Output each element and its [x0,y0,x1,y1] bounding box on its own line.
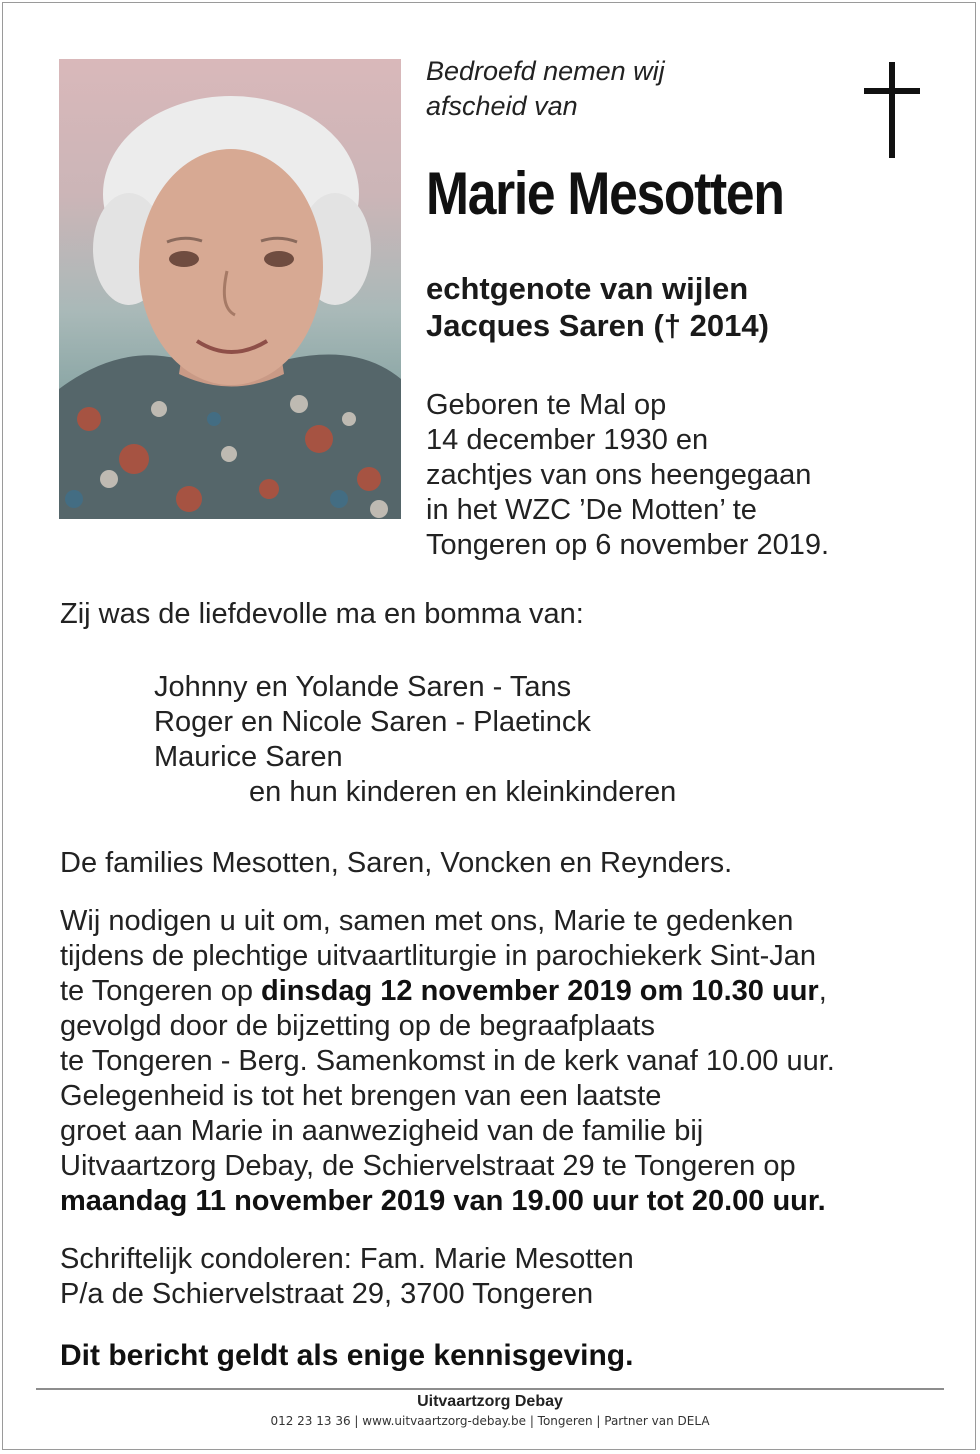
birth-line: Geboren te Mal op [426,389,667,421]
ceremony-line: gevolgd door de bijzetting op de begraafplaats [60,1010,655,1042]
spouse-info [426,270,769,344]
birth-line: Tongeren op 6 november 2019. [426,529,830,561]
family-lead: Zij was de liefdevolle ma en bomma van: [60,598,584,630]
birth-line: zachtjes van ons heengegaan [426,459,812,491]
portrait-photo [59,59,401,519]
birth-line: 14 december 1930 en [426,424,709,456]
ceremony-text [60,904,835,1219]
condolence-address [60,1242,634,1312]
families-line: De families Mesotten, Saren, Voncken en Reynders. [60,847,733,879]
ceremony-text-part: te Tongeren op [60,975,262,1007]
footer-divider [36,1388,944,1390]
ceremony-text-part: , [818,975,827,1007]
deceased-name: Marie Mesotten [426,160,784,227]
notice-text: Dit bericht geldt als enige kennisgeving. [60,1339,634,1372]
grandchildren-line: en hun kinderen en kleinkinderen [249,776,677,808]
list-item: Maurice Saren [154,741,343,773]
ceremony-line: Uitvaartzorg Debay, de Schiervelstraat 29 te Tongeren op [60,1150,796,1182]
condolence-line: Schriftelijk condoleren: Fam. Marie Mesotten [60,1243,634,1275]
ceremony-line: te Tongeren - Berg. Samenkomst in de kerk vanaf 10.00 uur. [60,1045,835,1077]
condolence-line: P/a de Schiervelstraat 29, 3700 Tongeren [60,1278,594,1310]
ceremony-line: tijdens de plechtige uitvaartliturgie in parochiekerk Sint-Jan [60,940,817,972]
ceremony-line [60,974,835,1009]
cross-icon [862,60,922,160]
intro-text [426,54,665,124]
ceremony-line: Gelegenheid is tot het brengen van een laatste [60,1080,662,1112]
visitation-date: maandag 11 november 2019 van 19.00 uur tot 20.00 uur. [60,1185,826,1217]
funeral-date: dinsdag 12 november 2019 om 10.30 uur [261,975,819,1007]
ceremony-line: Wij nodigen u uit om, samen met ons, Marie te gedenken [60,905,794,937]
spouse-line: Jacques Saren († 2014) [426,308,769,343]
footer-company: Uitvaartzorg Debay [417,1393,563,1410]
ceremony-line: groet aan Marie in aanwezigheid van de familie bij [60,1115,704,1147]
list-item: Johnny en Yolande Saren - Tans [154,671,572,703]
ceremony-line [60,1184,835,1219]
spouse-line: echtgenote van wijlen [426,271,749,306]
intro-line: Bedroefd nemen wij [426,56,665,86]
birth-death-info [426,388,829,563]
children-list [154,670,676,810]
intro-line: afscheid van [426,91,578,121]
footer-contact: 012 23 13 36 | www.uitvaartzorg-debay.be | Tongeren | Partner van DELA [270,1414,710,1428]
list-item: Roger en Nicole Saren - Plaetinck [154,706,591,738]
birth-line: in het WZC ’De Motten’ te [426,494,757,526]
